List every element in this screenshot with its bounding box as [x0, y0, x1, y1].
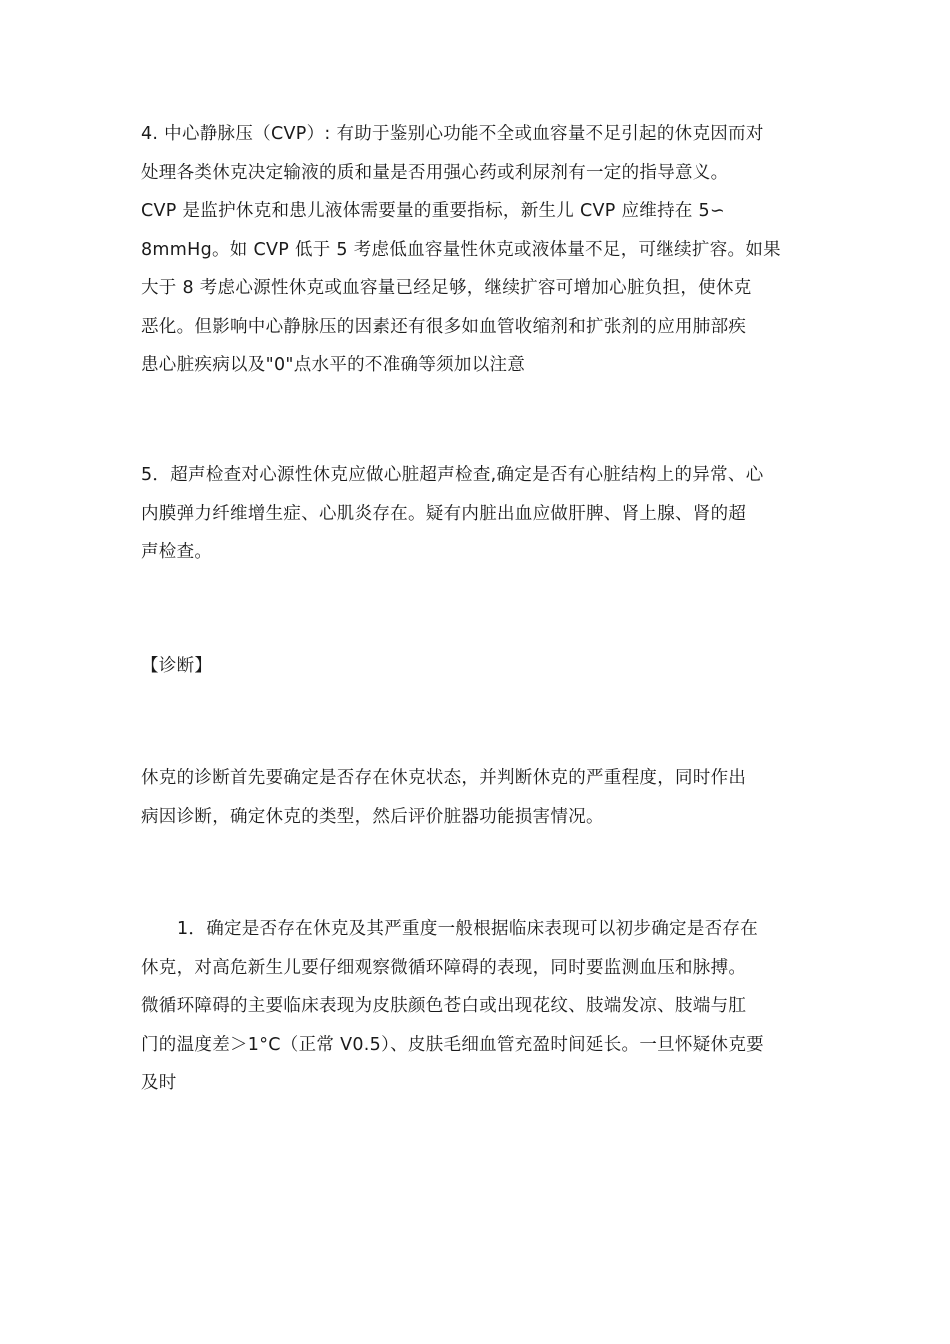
text-line: 处理各类休克决定输液的质和量是否用强心药或利尿剂有一定的指导意义。: [141, 162, 729, 183]
text-line: 恶化。但影响中心静脉压的因素还有很多如血管收缩剂和扩张剂的应用肺部疾: [141, 316, 747, 337]
section-heading-diagnosis: [141, 647, 813, 686]
paragraph-ultrasound: [141, 456, 813, 572]
paragraph-diagnosis-intro: [141, 759, 813, 836]
paragraph-diagnosis-step1: [141, 910, 813, 1103]
text-line: 内膜弹力纤维增生症、心肌炎存在。疑有内脏出血应做肝脾、肾上腺、肾的超: [141, 503, 747, 524]
text-line: 病因诊断，确定休克的类型，然后评价脏器功能损害情况。: [141, 806, 604, 827]
text-line: 及时: [141, 1073, 177, 1093]
text-line: 声检查。: [141, 542, 213, 562]
text-line: 8mmHg。如 CVP 低于 5 考虑低血容量性休克或液体量不足，可继续扩容。如果: [141, 239, 781, 260]
paragraph-cvp: [141, 115, 813, 385]
text-line: 4. 中心静脉压（CVP）: 有助于鉴别心功能不全或血容量不足引起的休克因而对: [141, 124, 764, 144]
text-line: 微循环障碍的主要临床表现为皮肤颜色苍白或出现花纹、肢端发凉、肢端与肛: [141, 996, 747, 1016]
text-line: 门的温度差＞1°C（正常 V0.5）、皮肤毛细血管充盈时间延长。一旦怀疑休克要: [141, 1034, 764, 1055]
text-line: 休克，对高危新生儿要仔细观察微循环障碍的表现，同时要监测血压和脉搏。: [141, 957, 747, 978]
text-line: 患心脏疾病以及"0"点水平的不准确等须加以注意: [141, 355, 526, 375]
text-line: CVP 是监护休克和患儿液体需要量的重要指标，新生儿 CVP 应维持在 5∽: [141, 201, 725, 221]
text-line: 大于 8 考虑心源性休克或血容量已经足够，继续扩容可增加心脏负担，使休克: [141, 278, 752, 298]
text-line: 1．确定是否存在休克及其严重度一般根据临床表现可以初步确定是否存在: [177, 919, 759, 939]
text-line: 5．超声检查对心源性休克应做心脏超声检查,确定是否有心脏结构上的异常、心: [141, 465, 764, 485]
text-line: 休克的诊断首先要确定是否存在休克状态，并判断休克的严重程度，同时作出: [141, 768, 747, 788]
heading-text: 【诊断】: [141, 656, 213, 676]
